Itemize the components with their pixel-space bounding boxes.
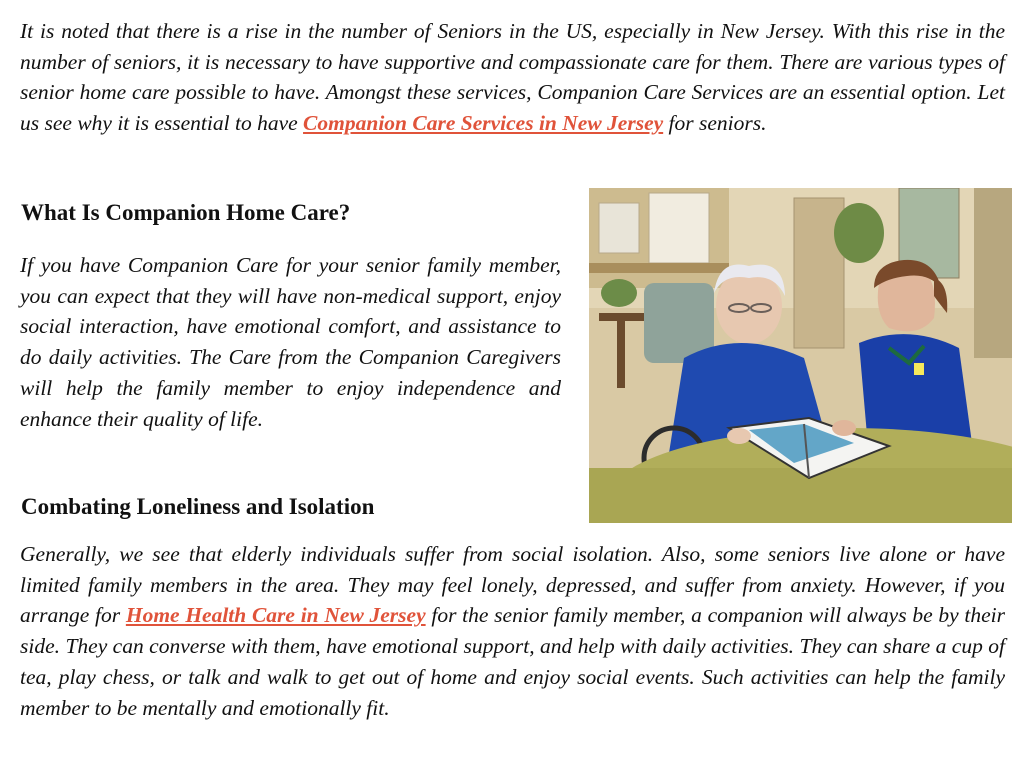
companion-home-care-paragraph: If you have Companion Care for your senior family member, you can expect that they will have non-medical support, enjoy social interaction, have emotional comfort, and assistance to do daily activities. The Care from the Companion Caregivers will help the family member to enjoy independence and enhance their quality of life. bbox=[20, 253, 561, 431]
companion-care-link[interactable]: Companion Care Services in New Jersey bbox=[303, 111, 664, 136]
loneliness-isolation-heading: Combating Loneliness and Isolation bbox=[21, 494, 375, 519]
intro-text-after: for seniors. bbox=[663, 111, 767, 136]
companion-home-care-heading: What Is Companion Home Care? bbox=[21, 200, 351, 225]
intro-paragraph bbox=[20, 16, 1005, 139]
loneliness-isolation-paragraph bbox=[20, 539, 1005, 723]
intro-text-before: It is noted that there is a rise in the number of Seniors in the US, especially in New Jersey. With this rise in the number of seniors, it is necessary to have supportive and compassionate care for them. There are various types of senior home care possible to have. Amongst these services, Companion Care Services are an essential option. Let us see why it is essential to have bbox=[20, 19, 1005, 136]
home-health-care-link[interactable]: Home Health Care in New Jersey bbox=[125, 603, 426, 628]
loneliness-text-after: for the senior family member, a companion will always be by their side. They can converse with them, have emotional support, and help with daily activities. They can share a cup of tea, play chess, or talk and walk to get out of home and enjoy social events. Such activities can help the family member to be mentally and emotionally fit. bbox=[20, 603, 1005, 720]
caregiver-photo bbox=[589, 188, 1012, 523]
loneliness-text-before: Generally, we see that elderly individuals suffer from social isolation. Also, some seniors live alone or have limited family members in the area. They may feel lonely, depressed, and suffer from anxiety. However, if you arrange for bbox=[20, 542, 1005, 628]
